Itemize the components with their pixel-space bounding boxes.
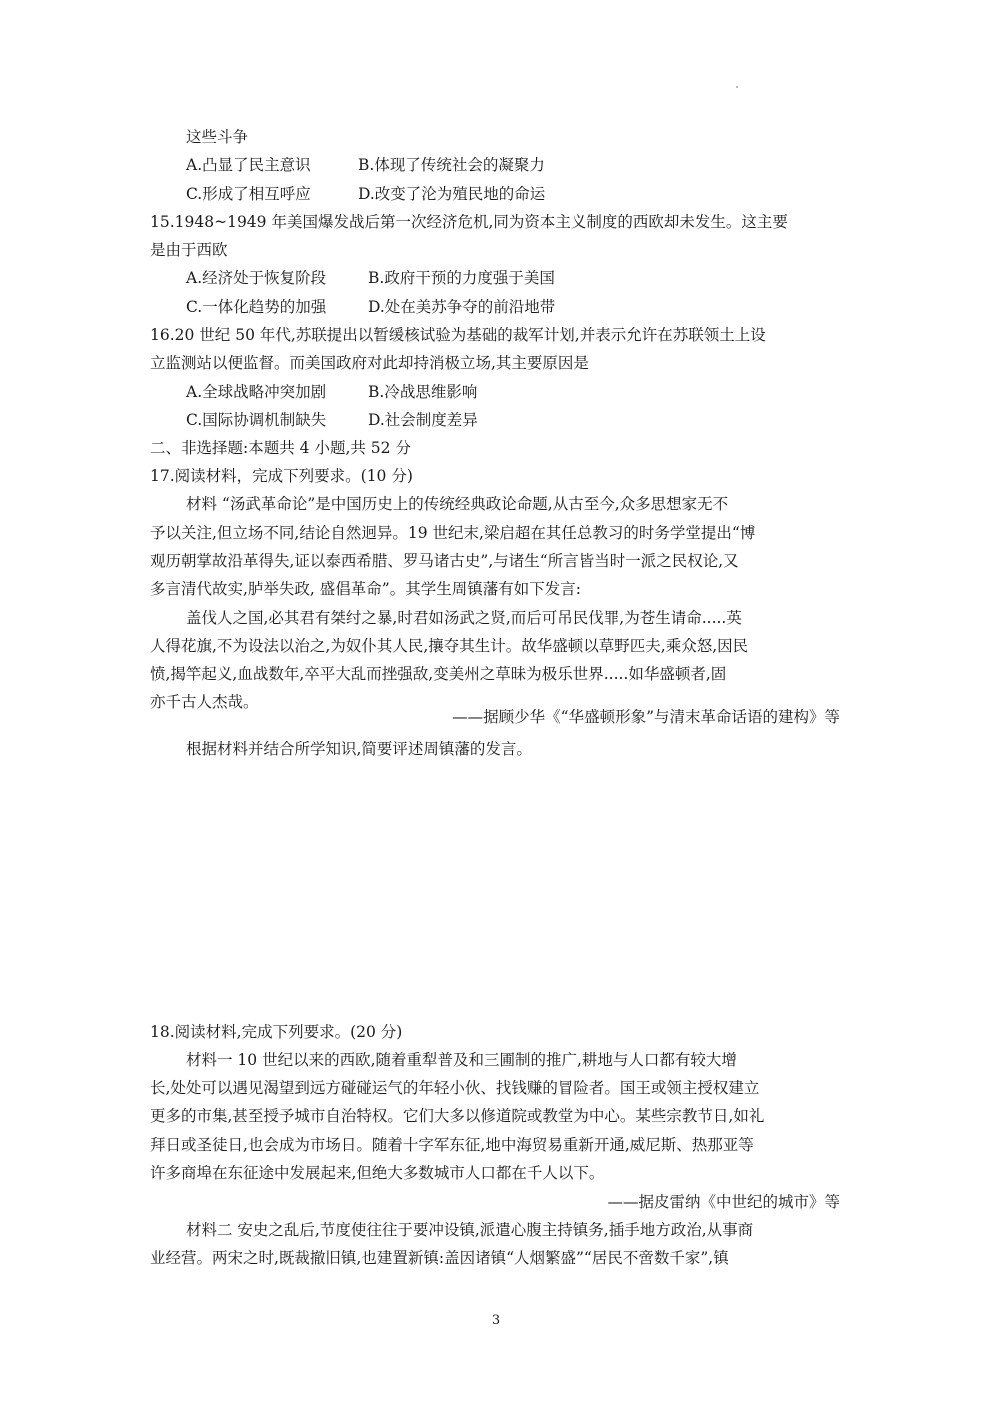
- q16-option-c: C.国际协调机制缺失: [186, 411, 327, 429]
- q18-material2-line: 材料二 安史之乱后,节度使往往于要冲设镇,派遣心腹主持镇务,插手地方政治,从事商: [186, 1221, 754, 1239]
- q17-quote-line: 亦千古人杰哉。: [150, 693, 259, 711]
- q14-option-d: D.改变了沦为殖民地的命运: [358, 185, 546, 203]
- q17-material-line: 予以关注,但立场不同,结论自然迥异。19 世纪末,梁启超在其任总教习的时务学堂提出“博: [150, 524, 756, 542]
- q18-material1-line: 材料一 10 世纪以来的西欧,随着重犁普及和三圃制的推广,耕地与人口都有较大增: [186, 1051, 737, 1069]
- q17-stem: 17.阅读材料，完成下列要求。(10 分): [150, 467, 413, 485]
- q18-material1-line: 长,处处可以遇见渴望到远方碰碰运气的年轻小伙、找钱赚的冒险者。国王或领主授权建立: [150, 1079, 760, 1097]
- q16-option-d: D.社会制度差异: [368, 411, 478, 429]
- q15-option-a: A.经济处于恢复阶段: [186, 269, 327, 287]
- q17-quote-line: 愤,揭竿起义,血战数年,卒平大乱而挫强敌,变美州之草昧为极乐世界.....如华盛顿者,固: [150, 665, 727, 683]
- q16-option-b: B.冷战思维影响: [368, 383, 478, 401]
- scan-speck: [736, 86, 738, 88]
- q18-material1-line: 许多商埠在东征途中发展起来,但绝大多数城市人口都在千人以下。: [150, 1164, 605, 1182]
- q18-source1-citation: ——据皮雷纳《中世纪的城市》等: [607, 1193, 840, 1211]
- q17-material-line: 观历朝掌故沿革得失,证以泰西希腊、罗马诸古史”,与诸生“所言皆当时一派之民权论,又: [150, 552, 739, 570]
- q18-material2-line: 业经营。两宋之时,既裁撤旧镇,也建置新镇:盖因诸镇“人烟繁盛”“居民不啻数千家”,镇: [150, 1249, 729, 1267]
- page-number: 3: [491, 1313, 501, 1328]
- q17-task: 根据材料并结合所学知识,简要评述周镇藩的发言。: [186, 740, 532, 758]
- q15-stem-line2: 是由于西欧: [150, 241, 228, 259]
- q16-option-a: A.全球战略冲突加剧: [186, 383, 327, 401]
- q14-stem-tail: 这些斗争: [186, 128, 249, 146]
- q18-stem: 18.阅读材料,完成下列要求。(20 分): [150, 1023, 403, 1041]
- q15-stem-line1: 15.1948~1949 年美国爆发战后第一次经济危机,同为资本主义制度的西欧却未发生。这主要: [150, 213, 788, 231]
- q14-option-b: B.体现了传统社会的凝聚力: [358, 156, 545, 174]
- q15-option-c: C.一体化趋势的加强: [186, 298, 327, 316]
- q17-quote-line: 盖伐人之国,必其君有桀纣之暴,时君如汤武之贤,而后可吊民伐罪,为苍生请命.....英: [186, 609, 742, 627]
- q17-material-line: 多言清代故实,胪举失政, 盛倡革命”。其学生周镇藩有如下发言:: [150, 580, 581, 598]
- q14-option-c: C.形成了相互呼应: [186, 185, 311, 203]
- q18-material1-line: 拜日或圣徒日,也会成为市场日。随着十字军东征,地中海贸易重新开通,威尼斯、热那亚等: [150, 1136, 754, 1154]
- q16-stem-line2: 立监测站以便监督。而美国政府对此却持消极立场,其主要原因是: [150, 354, 589, 372]
- q15-option-d: D.处在美苏争夺的前沿地带: [368, 298, 556, 316]
- q16-stem-line1: 16.20 世纪 50 年代,苏联提出以暂缓核试验为基础的裁军计划,并表示允许在苏联领土上设: [150, 326, 766, 344]
- q17-source-citation: ——据顾少华《“华盛顿形象”与清末革命话语的建构》等: [452, 708, 840, 726]
- q17-quote-line: 人得花旗,不为设法以治之,为奴仆其人民,攘夺其生计。故华盛顿以草野匹夫,乘众怒,因民: [150, 637, 749, 655]
- q14-option-a: A.凸显了民主意识: [186, 156, 311, 174]
- q15-option-b: B.政府干预的力度强于美国: [368, 269, 555, 287]
- q17-material-line: 材料 “汤武革命论”是中国历史上的传统经典政论命题,从古至今,众多思想家无不: [186, 495, 729, 513]
- section-heading: 二、非选择题:本题共 4 小题,共 52 分: [150, 439, 411, 457]
- q18-material1-line: 更多的市集,甚至授予城市自治特权。它们大多以修道院或教堂为中心。某些宗教节日,如礼: [150, 1107, 765, 1125]
